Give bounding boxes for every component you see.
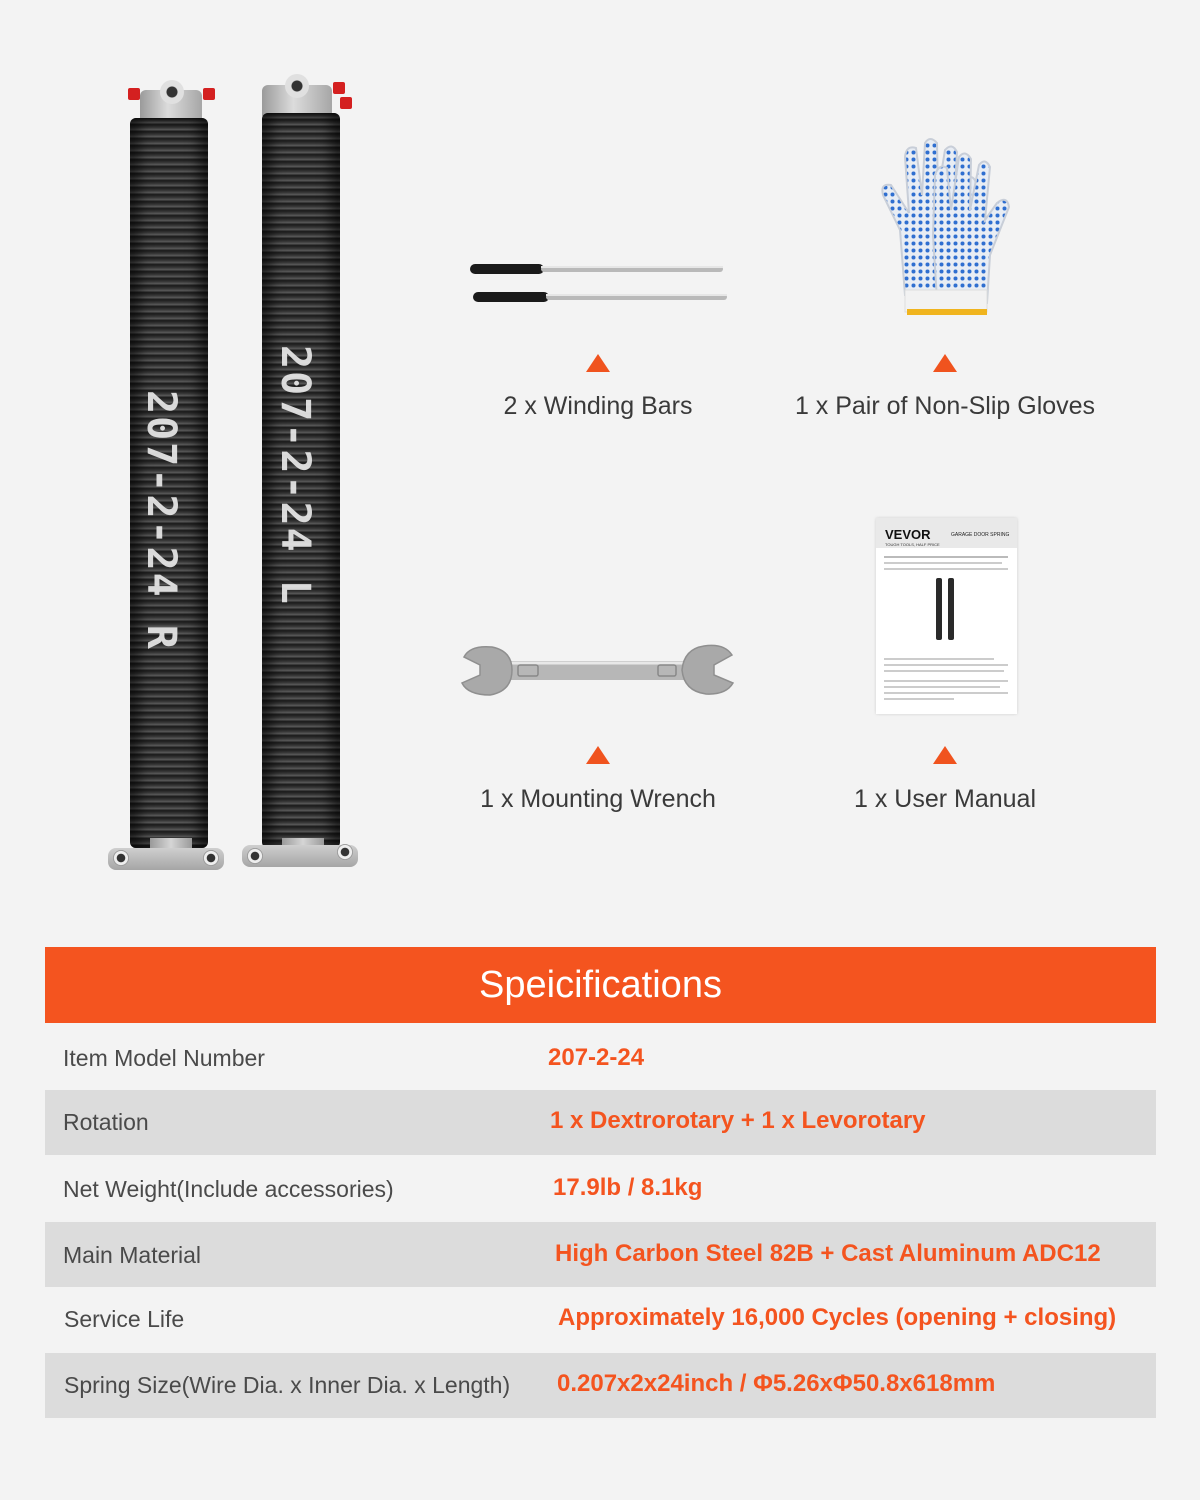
caption-gloves: 1 x Pair of Non-Slip Gloves — [794, 392, 1096, 420]
caption-wrench: 1 x Mounting Wrench — [480, 785, 716, 813]
spec-value: 0.207x2x24inch / Φ5.26xΦ50.8x618mm — [557, 1370, 996, 1397]
wrench-icon — [460, 643, 735, 698]
spec-row-service-life — [45, 1287, 1156, 1353]
spec-value: High Carbon Steel 82B + Cast Aluminum ADC12 — [555, 1240, 1101, 1267]
spec-label: Net Weight(Include accessories) — [63, 1176, 394, 1202]
spec-label: Main Material — [63, 1242, 202, 1268]
spring-left-label: 207-2-24 R — [138, 390, 184, 651]
spec-label: Service Life — [64, 1306, 185, 1332]
spec-row-model — [45, 1023, 1156, 1090]
gloves-icon — [875, 135, 1020, 325]
spec-row-rotation — [45, 1090, 1156, 1155]
manual-icon — [876, 518, 1017, 714]
spec-row-weight — [45, 1155, 1156, 1222]
spec-value: 1 x Dextrorotary + 1 x Levorotary — [550, 1107, 926, 1134]
spec-row-spring-size — [45, 1353, 1156, 1418]
manual-brand: VEVOR — [885, 527, 931, 542]
pointer-triangle — [933, 354, 957, 372]
winding-bars-icon — [465, 255, 735, 315]
spec-label: Rotation — [63, 1109, 149, 1135]
spec-value: Approximately 16,000 Cycles (opening + closing) — [558, 1304, 1117, 1331]
pointer-triangle — [586, 354, 610, 372]
spec-label: Spring Size(Wire Dia. x Inner Dia. x Length) — [64, 1372, 511, 1398]
caption-manual: 1 x User Manual — [853, 785, 1037, 813]
spec-row-material — [45, 1222, 1156, 1287]
pointer-triangle — [586, 746, 610, 764]
spring-right-label: 207-2-24 L — [272, 345, 318, 606]
spec-value: 17.9lb / 8.1kg — [553, 1174, 703, 1201]
spec-label: Item Model Number — [63, 1045, 265, 1071]
spec-value: 207-2-24 — [548, 1044, 645, 1071]
manual-tagline: TOUGH TOOLS, HALF PRICE — [885, 542, 940, 547]
caption-winding-bars: 2 x Winding Bars — [503, 392, 693, 420]
manual-title: GARAGE DOOR SPRING — [951, 532, 1010, 538]
specs-title: Speicifications — [45, 947, 1156, 1023]
pointer-triangle — [933, 746, 957, 764]
